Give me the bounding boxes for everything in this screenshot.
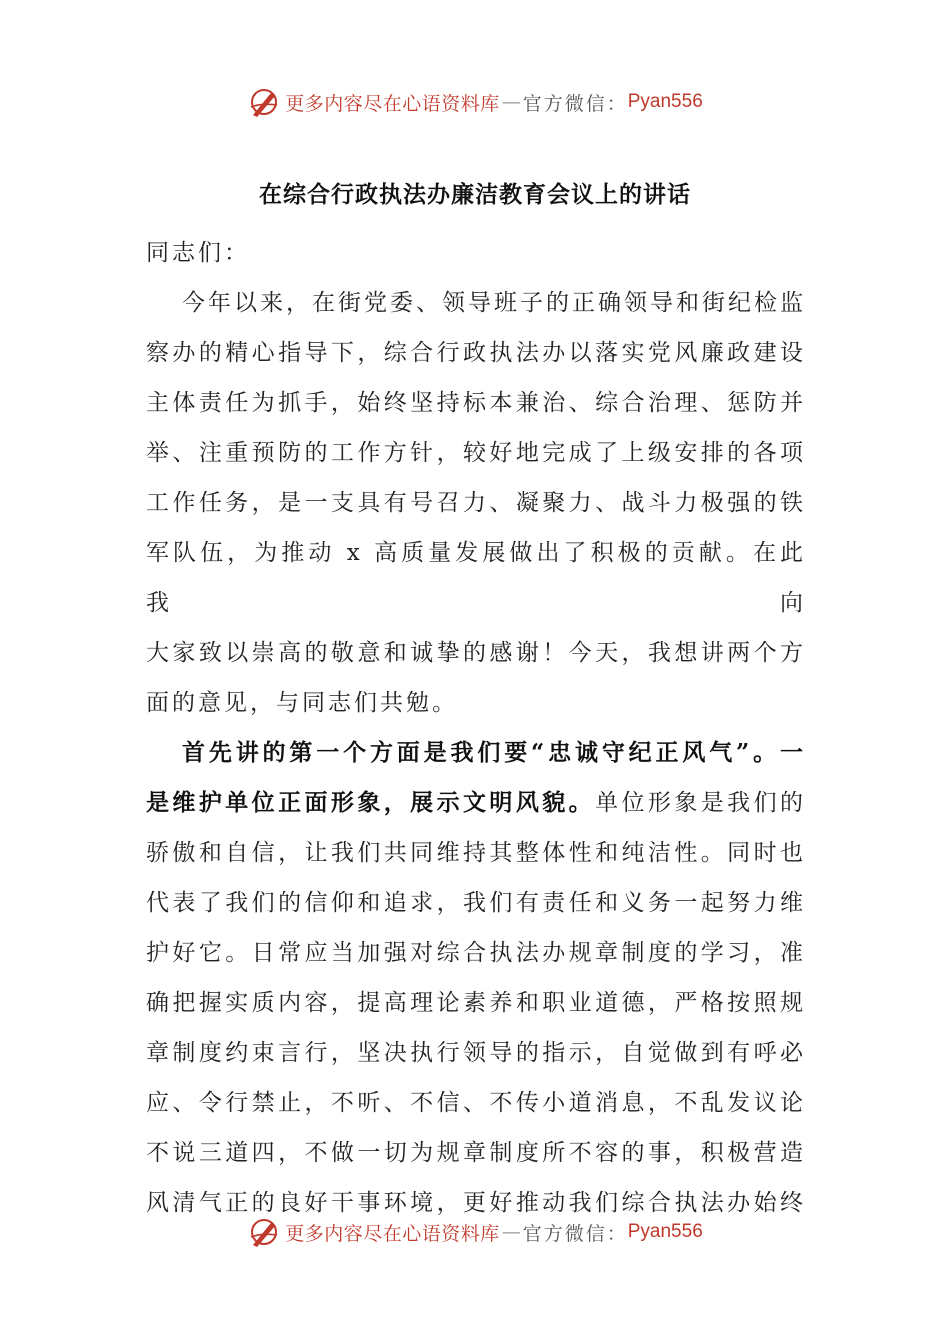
paragraph-line: 代表了我们的信仰和追求，我们有责任和义务一起努力维 bbox=[146, 890, 806, 916]
document-title: 在综合行政执法办廉洁教育会议上的讲话 bbox=[259, 181, 691, 208]
salutation: 同志们： bbox=[146, 240, 250, 266]
subsection-heading: 是维护单位正面形象，展示文明风貌。 bbox=[146, 789, 596, 816]
pen-logo-icon bbox=[247, 85, 281, 119]
paragraph-line: 面的意见，与同志们共勉。 bbox=[146, 690, 458, 716]
paragraph-line: 风清气正的良好干事环境，更好推动我们综合执法办始终 bbox=[146, 1190, 806, 1216]
banner-dash: — bbox=[501, 1221, 521, 1243]
paragraph-line: 大家致以崇高的敬意和诚挚的感谢！今天，我想讲两个方 bbox=[146, 640, 806, 666]
paragraph-line: 军队伍，为推动 x 高质量发展做出了积极的贡献。在此我向 bbox=[146, 540, 806, 616]
paragraph-line: 不说三道四，不做一切为规章制度所不容的事，积极营造 bbox=[146, 1140, 806, 1166]
paragraph-line: 举、注重预防的工作方针，较好地完成了上级安排的各项 bbox=[146, 440, 806, 466]
paragraph-line: 工作任务，是一支具有号召力、凝聚力、战斗力极强的铁 bbox=[146, 490, 806, 516]
header-banner bbox=[0, 82, 950, 122]
banner-wechat-id: Pyan556 bbox=[627, 1221, 703, 1242]
banner-text: 更多内容尽在心语资料库 bbox=[285, 1222, 500, 1245]
banner-dash: — bbox=[501, 91, 521, 113]
paragraph-line: 骄傲和自信，让我们共同维持其整体性和纯洁性。同时也 bbox=[146, 840, 806, 866]
paragraph-line: 今年以来，在街党委、领导班子的正确领导和街纪检监 bbox=[182, 290, 806, 316]
pen-logo-icon bbox=[247, 1215, 281, 1249]
paragraph-line: 章制度约束言行，坚决执行领导的指示，自觉做到有呼必 bbox=[146, 1040, 806, 1066]
paragraph-line bbox=[146, 778, 806, 828]
banner-wechat-label: 官方微信： bbox=[522, 1222, 628, 1245]
footer-banner bbox=[0, 1212, 950, 1252]
paragraph-line: 确把握实质内容，提高理论素养和职业道德，严格按照规 bbox=[146, 990, 806, 1016]
paragraph-line: 应、令行禁止，不听、不信、不传小道消息，不乱发议论 bbox=[146, 1090, 806, 1116]
banner-text: 更多内容尽在心语资料库 bbox=[285, 92, 500, 115]
banner-wechat-id: Pyan556 bbox=[627, 91, 703, 112]
document-body bbox=[146, 228, 806, 1228]
paragraph-line: 主体责任为抓手，始终坚持标本兼治、综合治理、惩防并 bbox=[146, 390, 806, 416]
banner-wechat-label: 官方微信： bbox=[522, 92, 628, 115]
section-heading-line: 首先讲的第一个方面是我们要“忠诚守纪正风气”。一 bbox=[182, 739, 806, 766]
paragraph-text: 单位形象是我们的 bbox=[595, 790, 807, 816]
paragraph-line: 察办的精心指导下，综合行政执法办以落实党风廉政建设 bbox=[146, 340, 806, 366]
paragraph-line: 护好它。日常应当加强对综合执法办规章制度的学习，准 bbox=[146, 940, 806, 966]
